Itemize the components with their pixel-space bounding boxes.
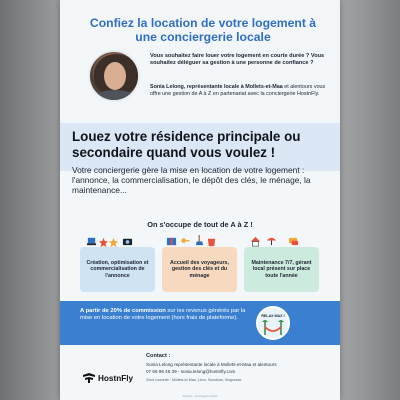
contact-label: Contact : [146,353,171,359]
footer-fine-print: HostnFly - Conciergerie Airbnb [182,395,218,398]
hero-body: Votre conciergerie gère la mise en location de votre logement : l'annonce, la commercialisation, le dépôt des clés, le ménage, la maintenance... [72,165,311,196]
hostnfly-logo-icon [82,373,96,383]
camera-icon [122,236,133,247]
flyer-top [60,0,340,123]
service-card-listing: Création, optimisation et commercialisation de l'annonce [80,247,155,292]
services-title: On s'occupe de tout de A à Z ! [147,220,253,229]
background-right [338,0,400,400]
contact-representative: Sonia Lelong représentante locale à Mollets-et-Maa et alentours [146,362,277,367]
representative-description: et alentours vous offre une gestion de A à Z en partenariat avec la conciergerie HostnFly. [150,84,326,98]
avatar [88,50,140,102]
laptop-icon [86,236,97,247]
contact-phone-email[interactable]: 07 66 95 46 39 - sonia.lelong@hostnfly.com [146,369,236,374]
contact-zone: Zone couverte : Mollets-et-Maa, Léon, Soustons, Seignosse [146,378,242,382]
broom-icon [194,235,205,246]
representative-name: Sonia Lelong, représentante locale à Mollets-et-Maa [150,84,283,90]
intro-representative [150,84,335,98]
map-icon [166,236,177,247]
house-icon [250,236,261,247]
chat-icon [288,236,299,247]
hero-title: Louez votre résidence principale ou secondaire quand vous voulez ! [72,129,301,160]
umbrella-icon [266,235,277,246]
relax-badge [256,306,290,340]
commission-text [80,308,250,323]
bucket-icon [206,236,217,247]
hero-band [60,123,340,171]
intro-questions: Vous souhaitez faire louer votre logement en courte durée ? Vous souhaitez déléguer sa gestion à une personne de confiance ? [150,53,325,67]
relax-badge-label: RELAX MAX ! [261,314,285,318]
key-icon [180,236,191,247]
commission-rest: sur les revenus générés par la mise en location de votre logement (hors frais de plateforme). [80,308,246,322]
hostnfly-logo [82,372,133,384]
contact-section [60,345,340,400]
background-left [0,0,60,400]
commission-band [60,301,340,345]
hammock-icon [261,319,285,337]
service-card-maintenance: Maintenance 7/7, gérant local présent sur place toute l'année [244,247,319,292]
headline: Confiez la location de votre logement à une conciergerie locale [89,16,317,44]
flyer [60,0,340,400]
service-card-welcome: Accueil des voyageurs, gestion des clés et du ménage [162,247,237,292]
commission-highlight: A partir de 20% de commission [80,308,166,314]
hostnfly-logo-text: HostnFly [98,373,134,383]
